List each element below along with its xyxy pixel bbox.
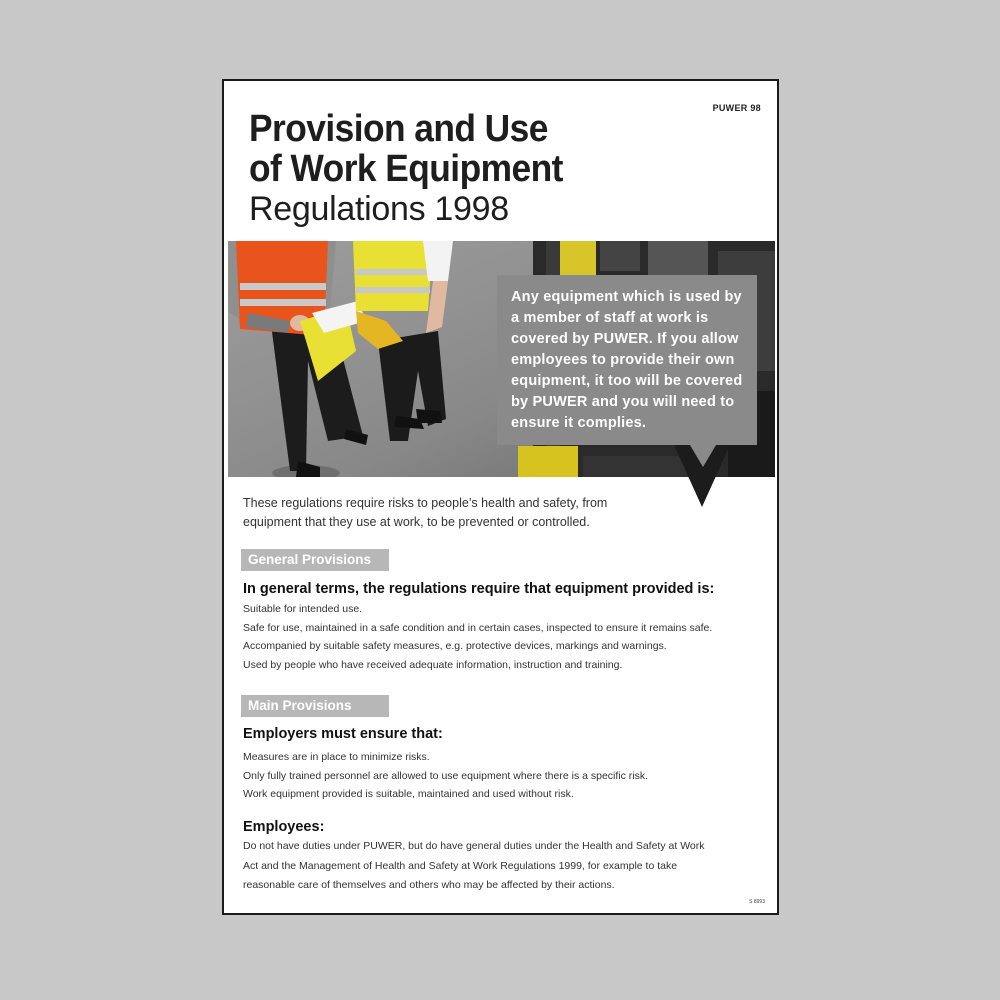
- list-item: Only fully trained personnel are allowed to use equipment where there is a specific risk.: [243, 769, 649, 782]
- callout-box: [497, 275, 757, 445]
- poster-code: PUWER 98: [712, 103, 761, 113]
- main-provisions-heading: Employers must ensure that:: [243, 726, 443, 742]
- list-item: Measures are in place to minimize risks.: [243, 751, 430, 763]
- main-provisions-label: Main Provisions: [241, 695, 389, 717]
- list-item: Work equipment provided is suitable, maintained and used without risk.: [243, 788, 574, 800]
- employees-heading: Employees:: [243, 819, 325, 835]
- general-provisions-list: [243, 600, 712, 674]
- main-provisions-list: [243, 748, 648, 804]
- product-code: S 8993: [749, 899, 765, 905]
- title-line-3: Regulations 1998: [249, 190, 509, 228]
- employees-text: Do not have duties under PUWER, but do have general duties under the Health and Safety at Work Act and the Management of Health and Safety at Work Regulations 1999, for example to take reasonable care of themselves and others who may be affected by their actions.: [243, 840, 705, 891]
- list-item: Accompanied by suitable safety measures, e.g. protective devices, markings and warnings.: [243, 640, 667, 652]
- callout-pointer-inner: [690, 445, 716, 467]
- poster-title: [249, 109, 586, 229]
- general-provisions-heading: In general terms, the regulations require that equipment provided is:: [243, 581, 715, 597]
- list-item: Suitable for intended use.: [243, 603, 363, 615]
- regulations-poster: [222, 79, 779, 915]
- list-item: Used by people who have received adequate information, instruction and training.: [243, 658, 623, 671]
- callout-text: Any equipment which is used by a member of staff at work is covered by PUWER. If you allow employees to provide their own equipment, it too will be covered by PUWER and you will need to ensure it complies.: [511, 289, 743, 431]
- list-item: Safe for use, maintained in a safe condition and in certain cases, inspected to ensure it remains safe.: [243, 621, 713, 634]
- general-provisions-label: General Provisions: [241, 549, 389, 571]
- title-line-2: of Work Equipment: [249, 148, 563, 190]
- title-line-1: Provision and Use: [249, 108, 548, 150]
- intro-text: These regulations require risks to people’s health and safety, from equipment that they use at work, to be prevented or controlled.: [243, 496, 608, 529]
